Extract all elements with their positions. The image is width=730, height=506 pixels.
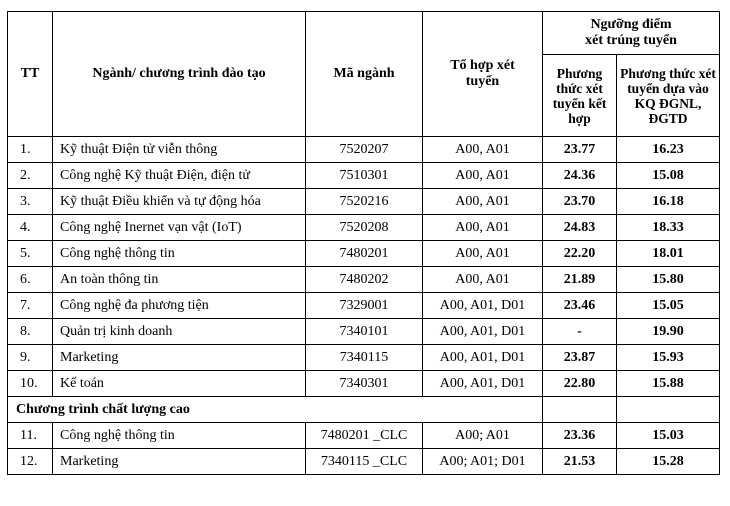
- table-row: [8, 293, 720, 319]
- cell-score-dgnl: 15.05: [617, 293, 720, 319]
- cell-program: Công nghệ Kỹ thuật Điện, điện tử: [53, 163, 306, 189]
- cell-score-dgnl: 16.23: [617, 137, 720, 163]
- table-row: [8, 371, 720, 397]
- cell-score-dgnl: 19.90: [617, 319, 720, 345]
- cell-score-dgnl: 15.80: [617, 267, 720, 293]
- table-row: [8, 215, 720, 241]
- cell-score-combined: 24.83: [543, 215, 617, 241]
- cell-combo: A00, A01, D01: [423, 371, 543, 397]
- cell-score-combined: 23.70: [543, 189, 617, 215]
- table-row: [8, 137, 720, 163]
- cell-program: An toàn thông tin: [53, 267, 306, 293]
- cell-code: 7329001: [306, 293, 423, 319]
- cell-score-combined: 21.53: [543, 449, 617, 475]
- cell-tt: 9.: [8, 345, 53, 371]
- cell-score-dgnl: 15.88: [617, 371, 720, 397]
- cell-program: Công nghệ Inernet vạn vật (IoT): [53, 215, 306, 241]
- section-empty-1: [543, 397, 617, 423]
- table-row: [8, 449, 720, 475]
- section-row: [8, 397, 720, 423]
- cell-combo: A00, A01: [423, 137, 543, 163]
- cell-score-combined: 23.46: [543, 293, 617, 319]
- header-program: Ngành/ chương trình đào tạo: [53, 12, 306, 137]
- table-row: [8, 189, 720, 215]
- cell-tt: 8.: [8, 319, 53, 345]
- section-empty-2: [617, 397, 720, 423]
- cell-combo: A00, A01: [423, 241, 543, 267]
- cell-code: 7520207: [306, 137, 423, 163]
- cell-score-dgnl: 15.03: [617, 423, 720, 449]
- cell-combo: A00, A01, D01: [423, 319, 543, 345]
- cell-score-dgnl: 18.33: [617, 215, 720, 241]
- cell-tt: 12.: [8, 449, 53, 475]
- cell-score-dgnl: 15.28: [617, 449, 720, 475]
- table-row: [8, 267, 720, 293]
- cell-tt: 7.: [8, 293, 53, 319]
- cell-code: 7520208: [306, 215, 423, 241]
- cell-code: 7480202: [306, 267, 423, 293]
- cell-code: 7480201: [306, 241, 423, 267]
- cell-tt: 10.: [8, 371, 53, 397]
- cell-score-combined: 23.36: [543, 423, 617, 449]
- section-title: Chương trình chất lượng cao: [8, 397, 543, 423]
- header-code: Mã ngành: [306, 12, 423, 137]
- table-row: [8, 163, 720, 189]
- cell-program: Công nghệ thông tin: [53, 241, 306, 267]
- cell-code: 7340115: [306, 345, 423, 371]
- cell-score-combined: -: [543, 319, 617, 345]
- cell-combo: A00; A01: [423, 423, 543, 449]
- header-tt: TT: [8, 12, 53, 137]
- cell-combo: A00, A01: [423, 215, 543, 241]
- cell-score-combined: 23.77: [543, 137, 617, 163]
- cell-program: Quản trị kinh doanh: [53, 319, 306, 345]
- cell-combo: A00, A01: [423, 267, 543, 293]
- cell-program: Kế toán: [53, 371, 306, 397]
- cell-combo: A00, A01, D01: [423, 345, 543, 371]
- cell-program: Công nghệ thông tin: [53, 423, 306, 449]
- cell-tt: 5.: [8, 241, 53, 267]
- cell-combo: A00; A01; D01: [423, 449, 543, 475]
- cell-program: Kỹ thuật Điều khiển và tự động hóa: [53, 189, 306, 215]
- cell-score-combined: 23.87: [543, 345, 617, 371]
- cell-combo: A00, A01: [423, 189, 543, 215]
- cell-tt: 1.: [8, 137, 53, 163]
- cell-code: 7340101: [306, 319, 423, 345]
- cell-score-dgnl: 18.01: [617, 241, 720, 267]
- cell-combo: A00, A01, D01: [423, 293, 543, 319]
- cell-tt: 2.: [8, 163, 53, 189]
- cell-program: Công nghệ đa phương tiện: [53, 293, 306, 319]
- cell-code: 7340301: [306, 371, 423, 397]
- cell-score-dgnl: 15.93: [617, 345, 720, 371]
- cell-score-dgnl: 15.08: [617, 163, 720, 189]
- table-row: [8, 345, 720, 371]
- cell-tt: 11.: [8, 423, 53, 449]
- cell-tt: 4.: [8, 215, 53, 241]
- header-combo: Tổ hợp xét tuyển: [423, 12, 543, 137]
- cell-tt: 3.: [8, 189, 53, 215]
- cell-program: Marketing: [53, 449, 306, 475]
- cell-tt: 6.: [8, 267, 53, 293]
- header-method-dgnl: Phương thức xét tuyển dựa vào KQ ĐGNL, ĐGTD: [617, 55, 720, 137]
- cell-program: Marketing: [53, 345, 306, 371]
- cell-code: 7520216: [306, 189, 423, 215]
- cell-program: Kỹ thuật Điện tử viễn thông: [53, 137, 306, 163]
- cell-score-combined: 22.20: [543, 241, 617, 267]
- table-row: [8, 423, 720, 449]
- admission-score-table: [7, 11, 720, 475]
- cell-score-combined: 21.89: [543, 267, 617, 293]
- table-body: [8, 137, 720, 475]
- cell-code: 7510301: [306, 163, 423, 189]
- header-threshold: Ngưỡng điểm xét trúng tuyển: [543, 12, 720, 55]
- cell-combo: A00, A01: [423, 163, 543, 189]
- cell-score-dgnl: 16.18: [617, 189, 720, 215]
- header-method-combined: Phương thức xét tuyển kết hợp: [543, 55, 617, 137]
- cell-code: 7480201 _CLC: [306, 423, 423, 449]
- cell-score-combined: 24.36: [543, 163, 617, 189]
- cell-score-combined: 22.80: [543, 371, 617, 397]
- admission-table-container: [7, 11, 720, 475]
- cell-code: 7340115 _CLC: [306, 449, 423, 475]
- table-row: [8, 319, 720, 345]
- table-row: [8, 241, 720, 267]
